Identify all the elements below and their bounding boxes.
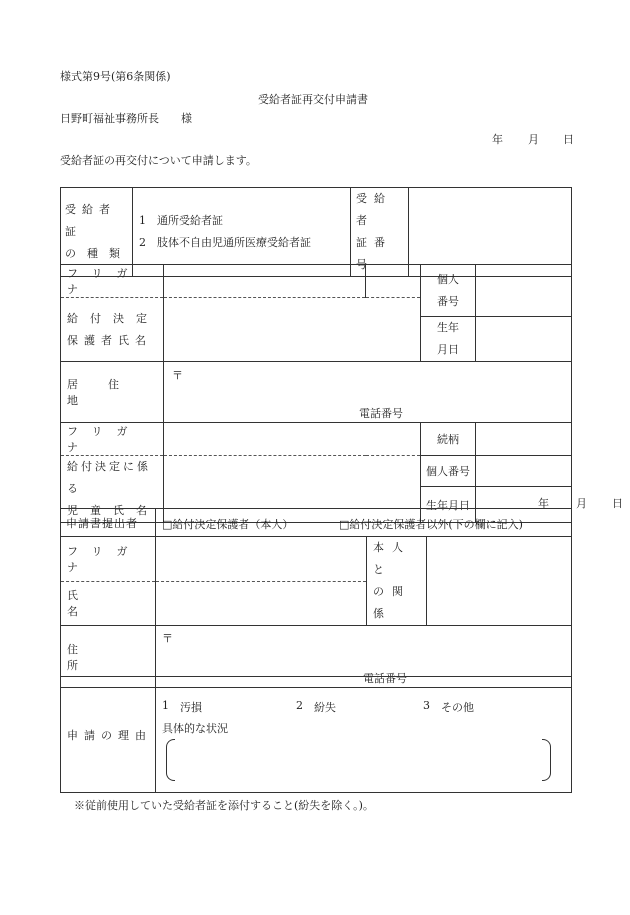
residence-field[interactable]: [164, 362, 572, 423]
detail-bracket-left: [166, 739, 175, 781]
form-title: 受給者証再交付申請書: [258, 93, 368, 106]
detail-label: 具体的な状況: [162, 722, 228, 735]
form-number: 様式第9号(第6条関係): [60, 70, 171, 83]
submitter-options: [156, 509, 572, 537]
child-birth-day: 日: [612, 497, 623, 511]
child-furigana-label: フリガナ: [61, 423, 164, 456]
child-birthdate-label: 生年月日: [421, 487, 476, 523]
birthdate-field[interactable]: [476, 317, 572, 362]
child-personal-number-label: 個人番号: [421, 456, 476, 487]
phone-label: 電話番号: [359, 407, 403, 420]
reason-1-number: 1: [162, 699, 169, 712]
certificate-number-label: 受給者 証番号: [351, 188, 409, 277]
submitter-postal-mark: 〒: [162, 632, 173, 645]
submitter-address-label: 住所: [61, 626, 156, 688]
footnote: ※従前使用していた受給者証を添付すること(紛失を除く。)。: [74, 799, 374, 812]
reason-3-text[interactable]: その他: [441, 701, 474, 714]
submitter-phone-label: 電話番号: [363, 672, 407, 685]
birthdate-label: 生年 月日: [421, 317, 476, 362]
certificate-type-label: 受給者証 の 種 類: [61, 188, 133, 277]
relation-to-self-field[interactable]: [427, 537, 572, 626]
postal-mark: 〒: [172, 369, 183, 382]
detail-bracket-right: [542, 739, 551, 781]
intro-text: 受給者証の再交付について申請します。: [60, 154, 257, 167]
guardian-furigana-field[interactable]: [164, 265, 366, 298]
residence-label: 居住地: [61, 362, 164, 423]
date-month: 月: [528, 133, 539, 146]
reason-field: [156, 677, 572, 793]
relation-field[interactable]: [476, 423, 572, 456]
submitter-name-label: 氏名: [61, 581, 156, 626]
date-year: 年: [492, 133, 503, 146]
child-birth-month: 月: [576, 497, 587, 511]
option-self-checkbox[interactable]: □給付決定保護者（本人）: [162, 518, 294, 531]
reason-table: [60, 676, 572, 793]
option-1-number: 1: [139, 214, 146, 227]
spacer: [366, 265, 421, 298]
child-birth-year: 年: [538, 497, 549, 511]
personal-number-label: 個人 番号: [421, 265, 476, 317]
option-other-checkbox[interactable]: □給付決定保護者以外(下の欄に記入): [339, 518, 523, 531]
option-1-text: 通所受給者証: [157, 214, 223, 227]
child-name-label: 給付決定に係る 児童氏名: [61, 456, 164, 523]
reason-2-number: 2: [296, 699, 303, 712]
reason-2-text[interactable]: 紛失: [314, 701, 336, 714]
relation-label: 続柄: [421, 423, 476, 456]
child-furigana-field[interactable]: [164, 423, 421, 456]
option-2-number: 2: [139, 236, 146, 249]
submitter-name-field[interactable]: [156, 581, 367, 626]
reason-1-text[interactable]: 汚損: [180, 701, 202, 714]
reason-label: 申請の理由: [61, 677, 156, 793]
guardian-name-field[interactable]: [164, 298, 421, 362]
guardian-child-table: [60, 264, 623, 523]
submitter-furigana-label: フリガナ: [61, 537, 156, 582]
addressee: 日野町福祉事務所長 様: [60, 112, 192, 125]
submitter-furigana-field[interactable]: [156, 537, 367, 582]
option-2-text: 肢体不自由児通所医療受給者証: [157, 236, 311, 249]
guardian-name-label: 給付決定 保護者氏名: [61, 298, 164, 362]
detail-input-area[interactable]: [178, 739, 538, 779]
personal-number-field[interactable]: [476, 265, 572, 317]
furigana-label: フリガナ: [61, 265, 164, 298]
submitter-label: 申請書提出者: [61, 509, 156, 537]
date-day: 日: [563, 133, 574, 146]
reason-3-number: 3: [423, 699, 430, 712]
submitter-table: [60, 508, 572, 688]
relation-to-self-label: 本人と の関係: [367, 537, 427, 626]
child-personal-number-field[interactable]: [476, 456, 572, 487]
